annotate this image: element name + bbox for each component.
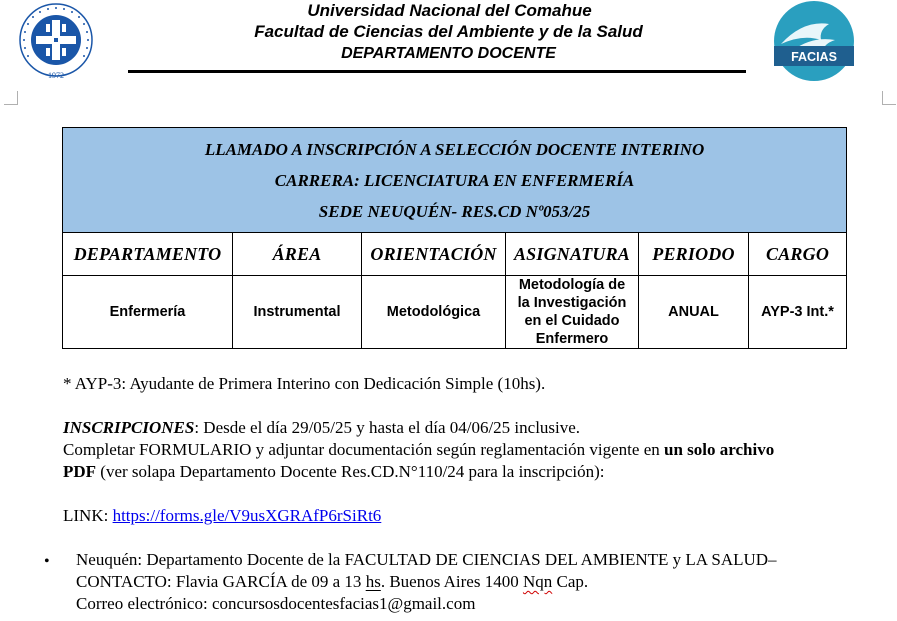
inscripciones-dates: : Desde el día 29/05/25 y hasta el día 04/06/25 inclusive. [194,418,581,437]
facias-label: FACIAS [791,50,837,64]
contact-cap: Cap. [552,572,589,591]
header-orientacion: ORIENTACIÓN [362,233,506,276]
crop-mark-left [4,91,18,105]
cell-periodo: ANUAL [639,276,749,349]
title-line: LLAMADO A INSCRIPCIÓN A SELECCIÓN DOCENTE INTERINO [204,139,705,159]
header-departamento: DEPARTAMENTO [63,233,233,276]
completar-rest: (ver solapa Departamento Docente Res.CD.N°110/24 para la inscripción): [96,462,605,481]
completar-line-1 [63,439,774,461]
cell-area: Instrumental [233,276,362,349]
title-line: SEDE NEUQUÉN- RES.CD Nº053/25 [318,201,591,221]
form-link[interactable]: https://forms.gle/V9usXGRAfP6rSiRt6 [112,506,382,525]
contact-email: Correo electrónico: concursosdocentesfacias1@gmail.com [76,594,476,613]
logo-year: 1972 [48,71,64,80]
contact-address: . Buenos Aires 1400 [380,572,523,591]
header-rule [128,70,746,73]
contact-hs: hs [365,572,381,591]
crop-mark-right [882,91,896,105]
pdf-bold: PDF [63,462,97,481]
contact-text: CONTACTO: Flavia GARCÍA de 09 a 13 [76,572,366,591]
faculty-name: Facultad de Ciencias del Ambiente y de la Salud [254,22,643,41]
asignatura-line: Enfermero [535,331,609,347]
header-area: ÁREA [233,233,362,276]
title-line: CARRERA: LICENCIATURA EN ENFERMERÍA [274,170,635,190]
link-line [63,505,381,527]
completar-line-2 [63,461,605,483]
contact-line-2 [76,571,588,593]
header-asignatura: ASIGNATURA [506,233,639,276]
cell-orientacion: Metodológica [362,276,506,349]
university-name: Universidad Nacional del Comahue [307,1,592,20]
inscripciones-label: INSCRIPCIONES [63,418,195,437]
asignatura-line: Metodología de [518,277,626,293]
cell-cargo: AYP-3 Int.* [749,276,847,349]
completar-bold: un solo archivo [664,440,775,459]
completar-text: Completar FORMULARIO y adjuntar documentación según reglamentación vigente en [63,440,664,459]
inscripciones-paragraph [63,417,580,439]
contact-nqn: Nqn [522,572,553,591]
department-name: DEPARTAMENTO DOCENTE [341,45,556,62]
header-periodo: PERIODO [639,233,749,276]
header-cargo: CARGO [749,233,847,276]
cell-asignatura [506,276,639,349]
ayp3-note: * AYP-3: Ayudante de Primera Interino con Dedicación Simple (10hs). [63,374,546,393]
asignatura-line: en el Cuidado [524,313,620,329]
bullet-icon: • [44,553,50,570]
cell-departamento: Enfermería [63,276,233,349]
table-title [63,128,847,233]
asignatura-line: la Investigación [517,295,627,311]
contact-line-1: Neuquén: Departamento Docente de la FACULTAD DE CIENCIAS DEL AMBIENTE y LA SALUD– [76,550,777,569]
call-table [62,127,847,349]
facias-logo [773,0,855,82]
link-label: LINK: [63,506,113,525]
